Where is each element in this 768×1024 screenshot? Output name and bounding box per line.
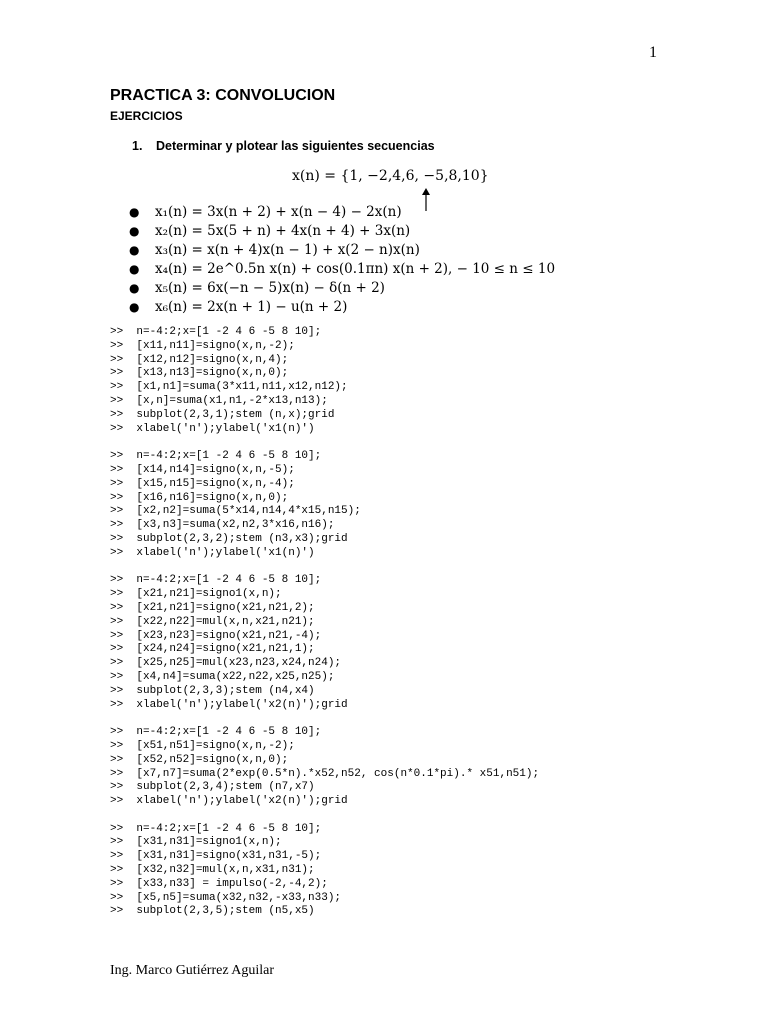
bullet-icon: ● [129, 281, 140, 295]
sequence-definition: x(n) = {1, −2,4,6, −5,8,10} [292, 168, 489, 184]
code-line: >> [x12,n12]=signo(x,n,4); [110, 353, 289, 366]
exercise-number: 1. [132, 139, 143, 153]
code-block-4 [110, 726, 539, 809]
code-line: >> xlabel('n');ylabel('x1(n)') [110, 546, 315, 559]
code-line: >> [x13,n13]=signo(x,n,0); [110, 367, 289, 380]
code-block-1 [110, 326, 539, 436]
bullet-icon: ● [129, 300, 140, 314]
code-block-5 [110, 823, 539, 920]
exercise-item [132, 139, 435, 153]
bullet-icon: ● [129, 224, 140, 238]
code-line: >> xlabel('n');ylabel('x2(n)');grid [110, 795, 348, 808]
bullet-icon: ● [129, 205, 140, 219]
code-line: >> xlabel('n');ylabel('x2(n)');grid [110, 698, 348, 711]
code-line: >> [x21,n21]=signo1(x,n); [110, 588, 282, 601]
matlab-code [110, 326, 539, 933]
code-line: >> n=-4:2;x=[1 -2 4 6 -5 8 10]; [110, 326, 322, 338]
code-line: >> [x22,n22]=mul(x,n,x21,n21); [110, 615, 315, 628]
code-line: >> n=-4:2;x=[1 -2 4 6 -5 8 10]; [110, 574, 322, 587]
bullet-icon: ● [129, 262, 140, 276]
code-line: >> xlabel('n');ylabel('x1(n)') [110, 422, 315, 435]
code-line: >> [x31,n31]=signo(x31,n31,-5); [110, 850, 322, 863]
code-block-2 [110, 450, 539, 560]
code-line: >> [x,n]=suma(x1,n1,-2*x13,n13); [110, 394, 328, 407]
code-line: >> n=-4:2;x=[1 -2 4 6 -5 8 10]; [110, 726, 322, 739]
code-line: >> [x24,n24]=signo(x21,n21,1); [110, 643, 315, 656]
bullet-icon: ● [129, 243, 140, 257]
code-line: >> [x1,n1]=suma(3*x11,n11,x12,n12); [110, 381, 348, 394]
code-line: >> subplot(2,3,5);stem (n5,x5) [110, 905, 315, 918]
section-subtitle: EJERCICIOS [110, 109, 183, 123]
page-number: 1 [649, 44, 657, 61]
equation-item: ● x₄(n) = 2e^0.5n x(n) + cos(0.1πn) x(n + 2), − 10 ≤ n ≤ 10 [129, 261, 556, 277]
code-line: >> [x7,n7]=suma(2*exp(0.5*n).*x52,n52, cos(n*0.1*pi).* x51,n51); [110, 767, 540, 780]
code-line: >> [x33,n33] = impulso(-2,-4,2); [110, 877, 328, 890]
equation-item: ● x₂(n) = 5x(5 + n) + 4x(n + 4) + 3x(n) [129, 223, 411, 239]
footer-author: Ing. Marco Gutiérrez Aguilar [110, 963, 275, 978]
equation-item: ● x₁(n) = 3x(n + 2) + x(n − 4) − 2x(n) [129, 204, 402, 220]
code-line: >> [x4,n4]=suma(x22,n22,x25,n25); [110, 670, 335, 683]
code-line: >> subplot(2,3,1);stem (n,x);grid [110, 408, 335, 421]
code-line: >> subplot(2,3,4);stem (n7,x7) [110, 781, 315, 794]
code-block-3 [110, 574, 539, 712]
equation-item: ● x₅(n) = 6x(−n − 5)x(n) − δ(n + 2) [129, 280, 385, 296]
code-line: >> n=-4:2;x=[1 -2 4 6 -5 8 10]; [110, 822, 322, 835]
code-line: >> [x51,n51]=signo(x,n,-2); [110, 739, 295, 752]
code-line: >> [x25,n25]=mul(x23,n23,x24,n24); [110, 657, 342, 670]
code-line: >> [x15,n15]=signo(x,n,-4); [110, 477, 295, 490]
code-line: >> [x11,n11]=signo(x,n,-2); [110, 339, 295, 352]
code-line: >> subplot(2,3,2);stem (n3,x3);grid [110, 532, 348, 545]
equation-list [129, 203, 555, 317]
code-line: >> [x5,n5]=suma(x32,n32,-x33,n33); [110, 891, 342, 904]
code-line: >> [x14,n14]=signo(x,n,-5); [110, 463, 295, 476]
code-line: >> n=-4:2;x=[1 -2 4 6 -5 8 10]; [110, 450, 322, 463]
code-line: >> [x52,n52]=signo(x,n,0); [110, 753, 289, 766]
code-line: >> [x2,n2]=suma(5*x14,n14,4*x15,n15); [110, 505, 361, 518]
equation-item: ● x₆(n) = 2x(n + 1) − u(n + 2) [129, 299, 348, 315]
code-line: >> subplot(2,3,3);stem (n4,x4) [110, 684, 315, 697]
document-title: PRACTICA 3: CONVOLUCION [110, 87, 336, 104]
code-line: >> [x23,n23]=signo(x21,n21,-4); [110, 629, 322, 642]
code-line: >> [x3,n3]=suma(x2,n2,3*x16,n16); [110, 519, 335, 532]
exercise-text: Determinar y plotear las siguientes secuencias [156, 139, 435, 153]
code-line: >> [x21,n21]=signo(x21,n21,2); [110, 601, 315, 614]
equation-item: ● x₃(n) = x(n + 4)x(n − 1) + x(2 − n)x(n) [129, 242, 420, 258]
code-line: >> [x31,n31]=signo1(x,n); [110, 836, 282, 849]
code-line: >> [x32,n32]=mul(x,n,x31,n31); [110, 864, 315, 877]
code-line: >> [x16,n16]=signo(x,n,0); [110, 491, 289, 504]
